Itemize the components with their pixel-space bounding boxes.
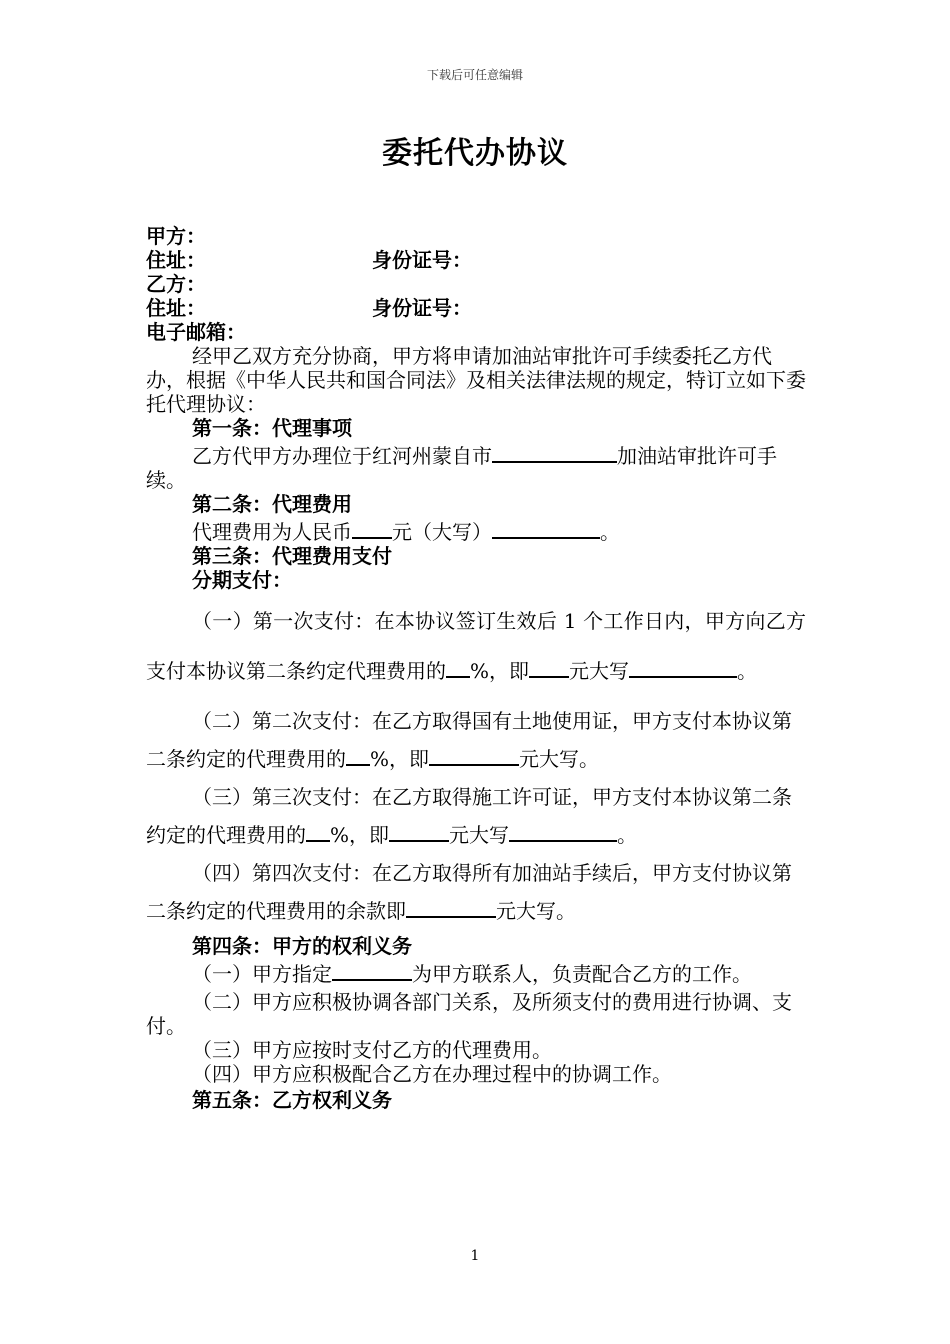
payment-2-amount-blank: [429, 743, 519, 766]
page-number: 1: [470, 1248, 480, 1264]
party-b-address-label: 住址：: [146, 296, 206, 320]
article-2-text-before: 代理费用为人民币: [192, 520, 352, 544]
article-4-heading: 第四条：甲方的权利义务: [192, 934, 412, 958]
document-body: [146, 224, 806, 1112]
article-2-text-after: 。: [600, 520, 620, 544]
article-2-text: [146, 516, 806, 544]
contact-person-blank: [332, 958, 412, 981]
payment-2-paragraph: [146, 702, 806, 778]
article-1-text-before: 乙方代甲方办理位于红河州蒙自市: [192, 444, 492, 468]
payment-3-amount-blank: [389, 819, 449, 842]
payment-1-capital-blank: [629, 655, 737, 678]
article-4-item-1-b: 为甲方联系人，负责配合乙方的工作。: [412, 962, 752, 986]
article-1-text-after: 加油站审批许可手续。: [146, 444, 777, 492]
payment-1-paragraph: [146, 596, 806, 696]
intro-paragraph: 经甲乙双方充分协商，甲方将申请加油站审批许可手续委托乙方代办，根据《中华人民共和国合同法》及相关法律法规的规定，特订立如下委托代理协议：: [146, 344, 806, 416]
payment-1-text-b: %，即: [470, 659, 530, 683]
payment-4-amount-blank: [406, 895, 496, 918]
payment-2-text-b: %，即: [370, 747, 430, 771]
fee-amount-blank: [352, 516, 392, 539]
party-a-id-label: 身份证号：: [372, 248, 472, 272]
payment-3-text-d: 。: [617, 823, 638, 847]
payment-4-text-b: 元大写。: [496, 899, 576, 923]
payment-1-amount-blank: [529, 655, 569, 678]
article-4-item-1-a: （一）甲方指定: [192, 962, 332, 986]
article-2-heading: 第二条：代理费用: [192, 492, 352, 516]
document-title: 委托代办协议: [382, 136, 568, 171]
article-5-heading: 第五条：乙方权利义务: [192, 1088, 392, 1112]
header-note: 下载后可任意编辑: [426, 68, 523, 82]
article-4-item-1: [146, 958, 806, 986]
parties-block: [146, 224, 806, 344]
payment-1-text-d: 。: [737, 659, 758, 683]
payment-4-paragraph: [146, 854, 806, 930]
party-a-address-label: 住址：: [146, 248, 206, 272]
location-blank: [492, 440, 617, 463]
party-b-id-label: 身份证号：: [372, 296, 472, 320]
article-3-heading: 第三条：代理费用支付: [192, 544, 392, 568]
payment-1-text-c: 元大写: [569, 659, 630, 683]
payment-2-text-c: 元大写。: [519, 747, 600, 771]
payment-4-text-a: （四）第四次支付：在乙方取得所有加油站手续后，甲方支付协议第二条约定的代理费用的余款即: [146, 861, 792, 923]
payment-3-text-a: （三）第三次支付：在乙方取得施工许可证，甲方支付本协议第二条约定的代理费用的: [146, 785, 792, 847]
email-label: 电子邮箱：: [146, 320, 246, 344]
payment-3-text-b: %，即: [330, 823, 390, 847]
payment-3-percent-blank: [306, 819, 330, 842]
party-a-label: 甲方：: [146, 224, 206, 248]
fee-capital-blank: [492, 516, 600, 539]
article-1-heading: 第一条：代理事项: [192, 416, 352, 440]
article-4-item-4: （四）甲方应积极配合乙方在办理过程中的协调工作。: [192, 1062, 672, 1086]
payment-3-capital-blank: [509, 819, 617, 842]
party-b-address-row: [146, 296, 806, 320]
party-a-address-row: [146, 248, 806, 272]
article-4-item-3: （三）甲方应按时支付乙方的代理费用。: [192, 1038, 552, 1062]
article-3-subheading: 分期支付：: [192, 568, 292, 592]
payment-3-text-c: 元大写: [449, 823, 510, 847]
payment-1-percent-blank: [446, 655, 470, 678]
party-b-label: 乙方：: [146, 272, 206, 296]
article-2-text-mid: 元（大写）: [392, 520, 492, 544]
payment-2-percent-blank: [346, 743, 370, 766]
article-4-item-2: （二）甲方应积极协调各部门关系，及所须支付的费用进行协调、支付。: [146, 990, 792, 1038]
payment-1-text-a: （一）第一次支付：在本协议签订生效后 1 个工作日内，甲方向乙方支付本协议第二条约定代理费用的: [146, 609, 806, 683]
article-1-text: [146, 440, 806, 492]
payment-3-paragraph: [146, 778, 806, 854]
payment-2-text-a: （二）第二次支付：在乙方取得国有土地使用证，甲方支付本协议第二条约定的代理费用的: [146, 709, 792, 771]
